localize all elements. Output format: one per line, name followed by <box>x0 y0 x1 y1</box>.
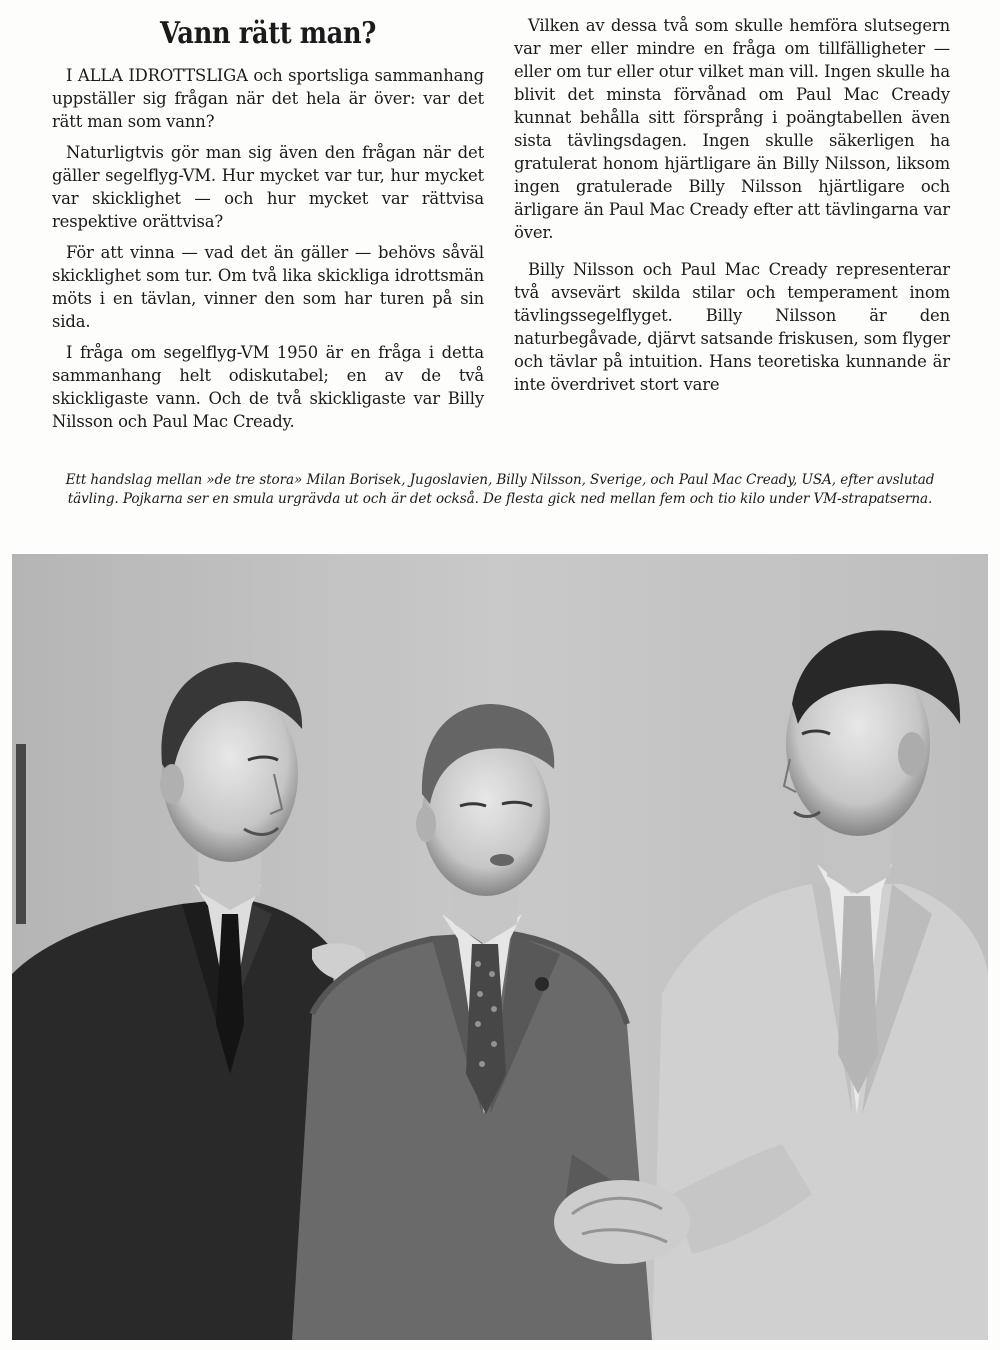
paragraph: I fråga om segelflyg-VM 1950 är en fråga i detta sammanhang helt odiskutabel; en av de två skickligaste vann. Och de två skickligaste var Billy Nilsson och Paul Mac Cready. <box>52 343 484 431</box>
paragraph: Naturligtvis gör man sig även den frågan när det gäller segelflyg-VM. Hur mycket var tur, hur mycket var skicklighet — och hur mycket var rättvisa respektive orättvisa? <box>52 143 484 231</box>
paragraph: I ALLA IDROTTSLIGA och sportsliga sammanhang uppställer sig frågan när det hela är över: var det rätt man som vann? <box>52 66 484 131</box>
right-column <box>514 14 950 410</box>
paragraph: Vilken av dessa två som skulle hemföra slutsegern var mer eller mindre en fråga om tillfälligheter — eller om tur eller otur vilket man vill. Ingen skulle ha blivit det minsta förvånad om Paul Mac Cready kunnat behålla sitt försprång i poängtabellen även sista tävlingsdagen. Ingen skulle säkerligen ha gratulerat honom hjärtligare än Billy Nilsson, liksom ingen gratulerade Billy Nilsson hjärtligare och ärligare än Paul Mac Cready efter att tävlingarna var över. <box>514 16 950 242</box>
paragraph: Billy Nilsson och Paul Mac Cready representerar två avsevärt skilda stilar och temperament inom tävlingssegelflyget. Billy Nilsson är den naturbegåvade, djärvt satsande friskusen, som flyger och tävlar på intuition. Hans teoretiska kunnande är inte överdrivet stort vare <box>514 260 950 394</box>
photo-three-men-handshake <box>12 554 988 1340</box>
left-column <box>52 14 484 441</box>
paragraph: För att vinna — vad det än gäller — behövs såväl skicklighet som tur. Om två lika skickliga idrottsmän möts i en tävlan, vinner den som har turen på sin sida. <box>52 243 484 331</box>
photo-illustration <box>12 554 988 1340</box>
article-title: Vann rätt man? <box>160 16 376 51</box>
photo-caption: Ett handslag mellan »de tre stora» Milan Borisek, Jugoslavien, Billy Nilsson, Sverige, och Paul Mac Cready, USA, efter avslutad tävling. Pojkarna ser en smula urgrävda ut och är det också. De flesta gick ned mellan fem och tio kilo under VM-strapatserna. <box>65 472 935 507</box>
